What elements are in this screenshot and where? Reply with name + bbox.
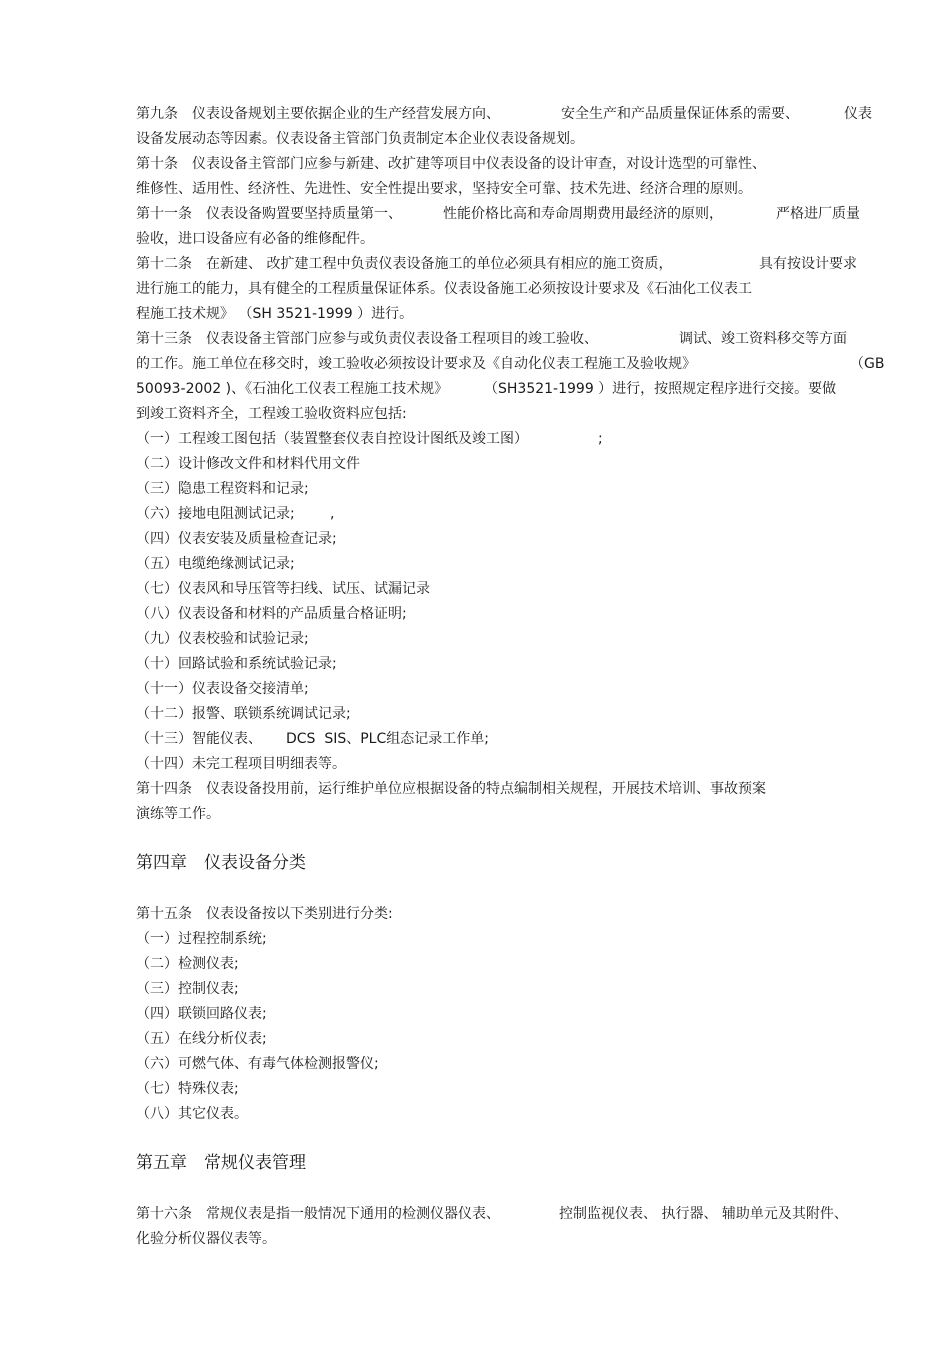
article-13-line-1 [136, 330, 847, 348]
article-11-text: 第十一条 仪表设备购置要坚持质量第一、 [136, 206, 402, 222]
article-16-text: 控制监视仪表、 执行器、 辅助单元及其附件、 [559, 1206, 848, 1222]
list-item: （八）仪表设备和材料的产品质量合格证明; [136, 606, 407, 622]
article-13-text: 50093-2002 )、《石油化工仪表工程施工技术规》 [136, 381, 449, 397]
list-item [136, 505, 335, 523]
article-10-line-1: 第十条 仪表设备主管部门应参与新建、改扩建等项目中仪表设备的设计审查，对设计选型的可靠性、 [136, 156, 766, 172]
list-item-text: DCS SIS、PLC组态记录工作单; [286, 731, 489, 747]
article-11-line-2: 验收，进口设备应有必备的维修配件。 [136, 231, 374, 247]
list-item-text: （十三）智能仪表、 [136, 731, 262, 747]
article-9-text: 第九条 仪表设备规划主要依据企业的生产经营发展方向、 [136, 106, 500, 122]
article-13-line-2 [136, 355, 885, 373]
article-13-line-4: 到竣工资料齐全，工程竣工验收资料应包括: [136, 406, 407, 422]
list-item-text: ; [598, 431, 603, 447]
article-13-text: 的工作。施工单位在移交时，竣工验收必须按设计要求及《自动化仪表工程施工及验收规》 [136, 356, 696, 372]
article-10-line-2: 维修性、适用性、经济性、先进性、安全性提出要求，坚持安全可靠、技术先进、经济合理的原则。 [136, 181, 752, 197]
chapter-5-heading: 第五章 常规仪表管理 [136, 1153, 306, 1173]
article-16-line-1 [136, 1205, 848, 1223]
article-9-text: 仪表 [844, 106, 872, 122]
article-15-line-1: 第十五条 仪表设备按以下类别进行分类: [136, 906, 393, 922]
list-item: （五）在线分析仪表; [136, 1031, 267, 1047]
article-11-text: 严格进厂质量 [776, 206, 860, 222]
list-item: （十）回路试验和系统试验记录; [136, 656, 337, 672]
article-11-text: 性能价格比高和寿命周期费用最经济的原则， [443, 206, 723, 222]
article-9-line-2: 设备发展动态等因素。仪表设备主管部门负责制定本企业仪表设备规划。 [136, 131, 584, 147]
list-item [136, 730, 489, 748]
article-12-line-1 [136, 255, 857, 273]
list-item: （二）检测仪表; [136, 956, 239, 972]
list-item: （二）设计修改文件和材料代用文件 [136, 456, 360, 472]
list-item-text: （六）接地电阻测试记录; [136, 506, 295, 522]
list-item: （十一）仪表设备交接清单; [136, 681, 309, 697]
list-item-text: （一）工程竣工图包括（装置整套仪表自控设计图纸及竣工图） [136, 431, 528, 447]
list-item: （六）可燃气体、有毒气体检测报警仪; [136, 1056, 379, 1072]
article-13-text: （GB [850, 356, 885, 372]
list-item [136, 430, 603, 448]
article-14-line-1: 第十四条 仪表设备投用前，运行维护单位应根据设备的特点编制相关规程，开展技术培训、事故预案 [136, 781, 766, 797]
list-item-text: , [330, 506, 335, 522]
list-item: （五）电缆绝缘测试记录; [136, 556, 295, 572]
list-item: （九）仪表校验和试验记录; [136, 631, 309, 647]
article-16-line-2: 化验分析仪器仪表等。 [136, 1231, 276, 1247]
list-item: （七）仪表风和导压管等扫线、试压、试漏记录 [136, 581, 430, 597]
list-item: （八）其它仪表。 [136, 1106, 248, 1122]
list-item: （四）仪表安装及质量检查记录; [136, 531, 337, 547]
list-item: （三）控制仪表; [136, 981, 239, 997]
article-11-line-1 [136, 205, 860, 223]
article-9-text: 安全生产和产品质量保证体系的需要、 [561, 106, 799, 122]
article-14-line-2: 演练等工作。 [136, 806, 220, 822]
article-12-text: 具有按设计要求 [759, 256, 857, 272]
article-12-text: 第十二条 在新建、 改扩建工程中负责仪表设备施工的单位必须具有相应的施工资质， [136, 256, 673, 272]
article-16-text: 第十六条 常规仪表是指一般情况下通用的检测仪器仪表、 [136, 1206, 500, 1222]
article-13-text: 第十三条 仪表设备主管部门应参与或负责仪表设备工程项目的竣工验收、 [136, 331, 598, 347]
list-item: （四）联锁回路仪表; [136, 1006, 267, 1022]
list-item: （三）隐患工程资料和记录; [136, 481, 309, 497]
article-13-line-3 [136, 380, 837, 398]
article-12-line-2: 进行施工的能力，具有健全的工程质量保证体系。仪表设备施工必须按设计要求及《石油化工仪表工 [136, 281, 752, 297]
list-item: （十二）报警、联锁系统调试记录; [136, 706, 351, 722]
article-9-line-1 [136, 105, 872, 123]
chapter-4-heading: 第四章 仪表设备分类 [136, 853, 306, 873]
list-item: （一）过程控制系统; [136, 931, 267, 947]
list-item: （七）特殊仪表; [136, 1081, 239, 1097]
article-12-line-3: 程施工技术规》 （SH 3521-1999 ）进行。 [136, 306, 414, 322]
list-item: （十四）未完工程项目明细表等。 [136, 756, 346, 772]
article-13-text: （SH3521-1999 ）进行，按照规定程序进行交接。要做 [484, 381, 837, 397]
article-13-text: 调试、竣工资料移交等方面 [679, 331, 847, 347]
